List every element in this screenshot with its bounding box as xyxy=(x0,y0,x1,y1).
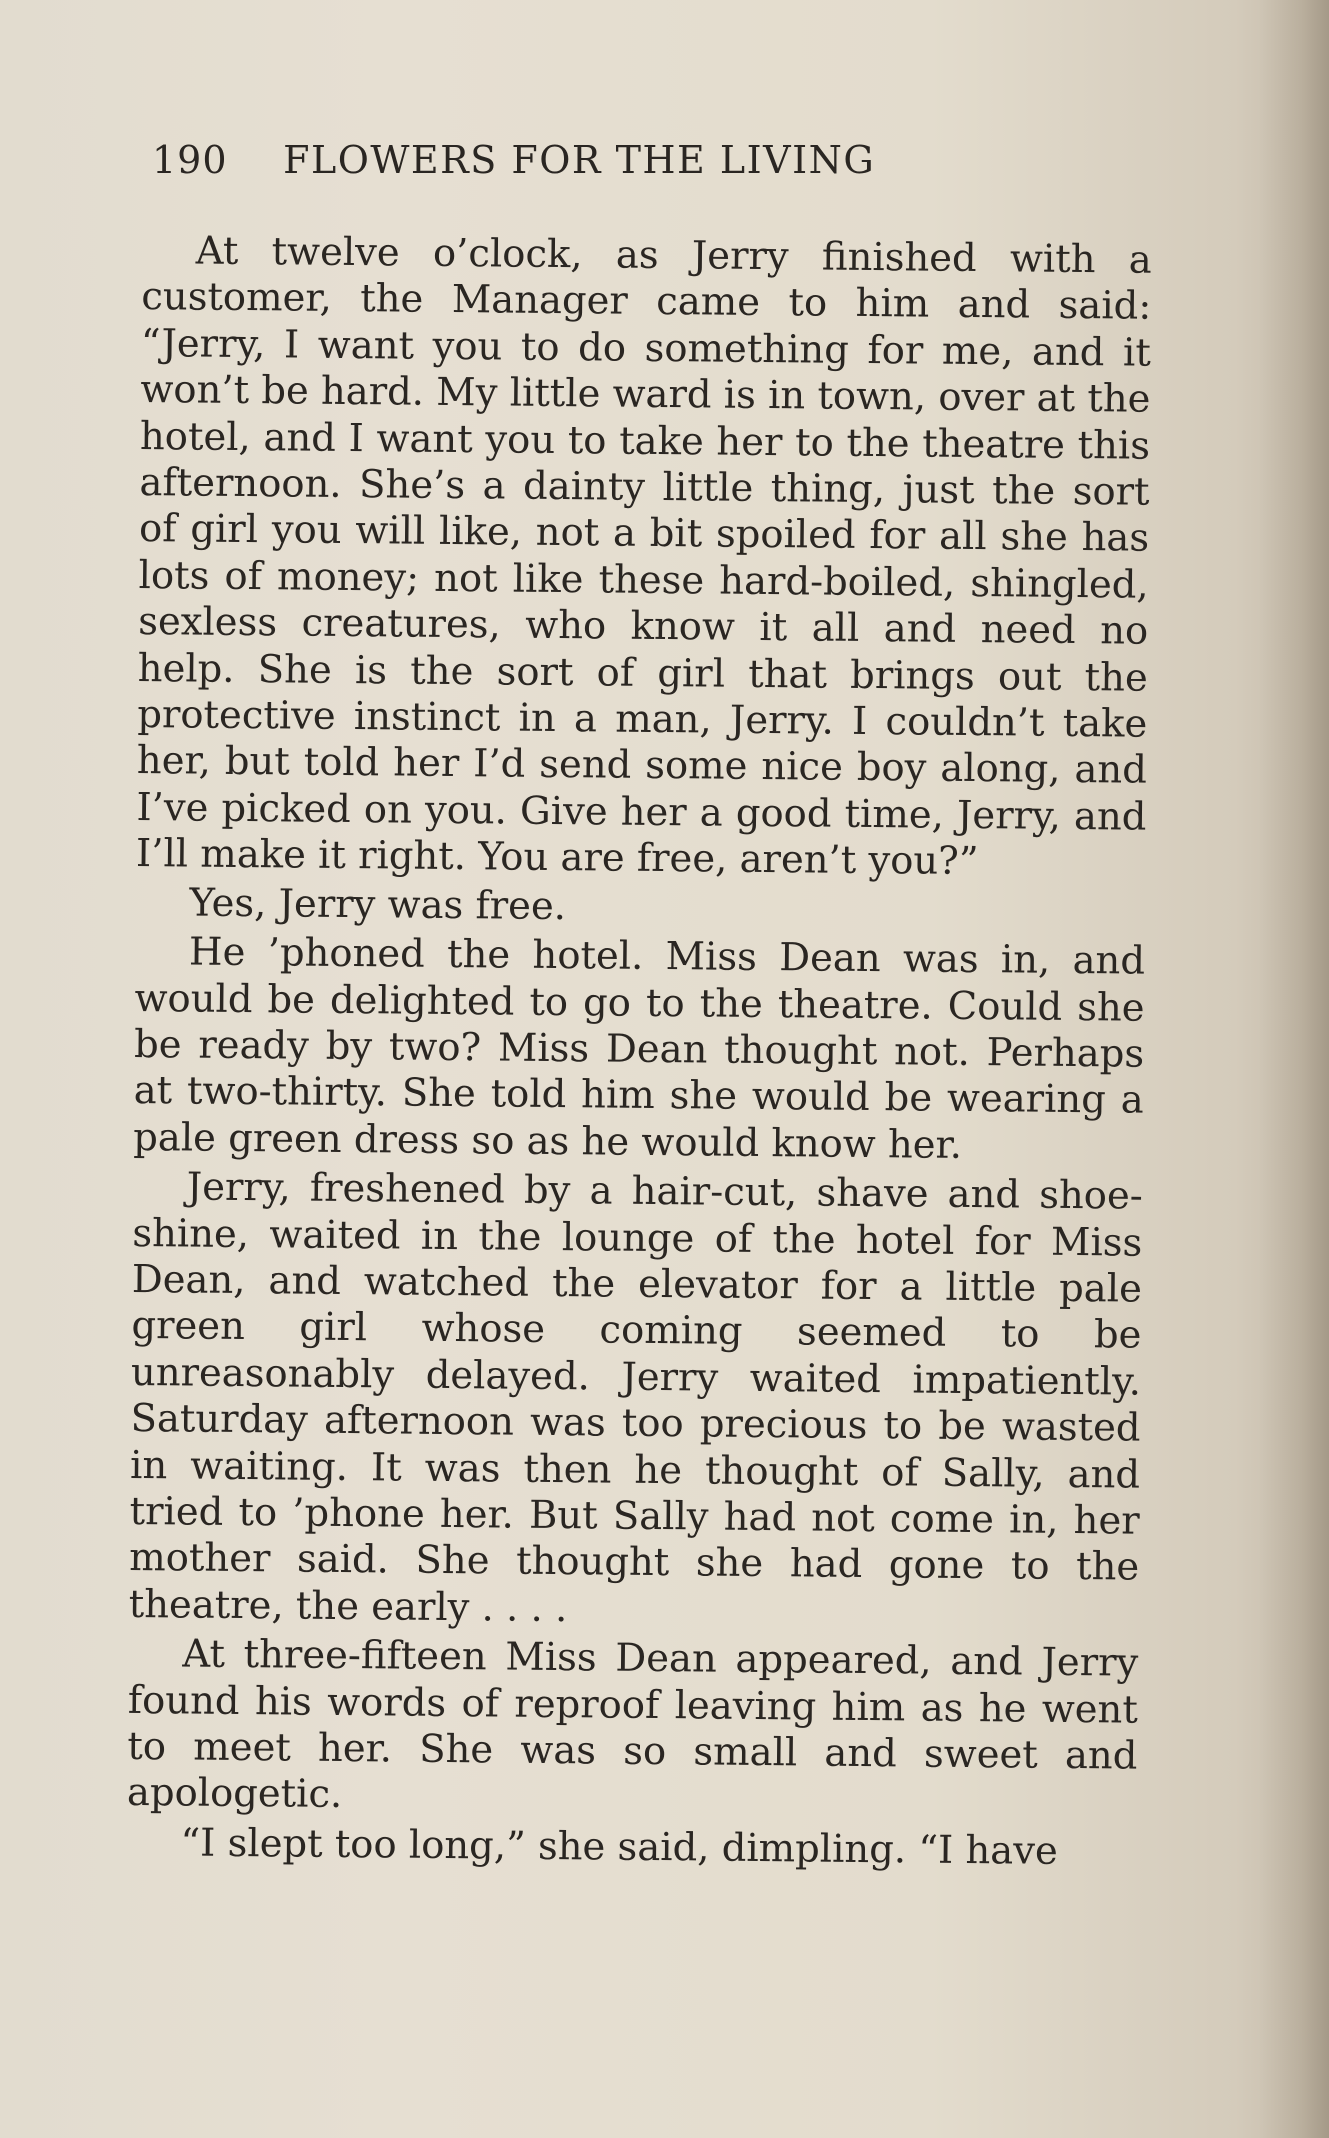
page-body-text xyxy=(126,228,1152,1876)
paragraph-phoned-hotel: He ’phoned the hotel. Miss Dean was in, and would be delighted to go to the theatre. Could she be ready by two? Miss Dean thought not. Perhaps at two-thirty. She told him she would be wearing a pale green dress so as he would know her. xyxy=(133,929,1146,1168)
page-edge-shadow xyxy=(1259,0,1329,2138)
running-title: FLOWERS FOR THE LIVING xyxy=(283,138,876,182)
paragraph-managers-request: At twelve o’clock, as Jerry finished with a customer, the Manager came to him and said: “Jerry, I want you to do something for me, and it won’t be hard. My little ward is in town, over at the hotel, and I want you to take her to the theatre this afternoon. She’s a dainty little thing, just the sort of girl you will like, not a bit spoiled for all she has lots of money; not like these hard-boiled, shingled, sexless creatures, who know it all and need no help. She is the sort of girl that brings out the protective instinct in a man, Jerry. I couldn’t take her, but told her I’d send some nice boy along, and I’ve picked on you. Give her a good time, Jerry, and I’ll make it right. You are free, aren’t you?” xyxy=(135,228,1152,885)
page-header xyxy=(152,138,1052,198)
page-number: 190 xyxy=(152,138,228,182)
paragraph-jerry-free: Yes, Jerry was free. xyxy=(189,880,567,929)
paragraph-miss-dean-appears: At three-fifteen Miss Dean appeared, and Jerry found his words of reproof leaving him as he went to meet her. She was so small and sweet and apologetic. xyxy=(126,1631,1139,1818)
paragraph-waiting-lounge: Jerry, freshened by a hair-cut, shave and shoe-shine, waited in the lounge of the hotel for Miss Dean, and watched the elevator for a little pale green girl whose coming seemed to be unreasonably delayed. Jerry waited impatiently. Saturday afternoon was too precious to be wasted in waiting. It was then he thought of Sally, and tried to ’phone her. But Sally had not come in, her mother said. She thought she had gone to the theatre, the early . . . . xyxy=(128,1164,1143,1631)
paragraph-slept-too-long: “I slept too long,” she said, dimpling. “I have xyxy=(180,1820,1058,1874)
